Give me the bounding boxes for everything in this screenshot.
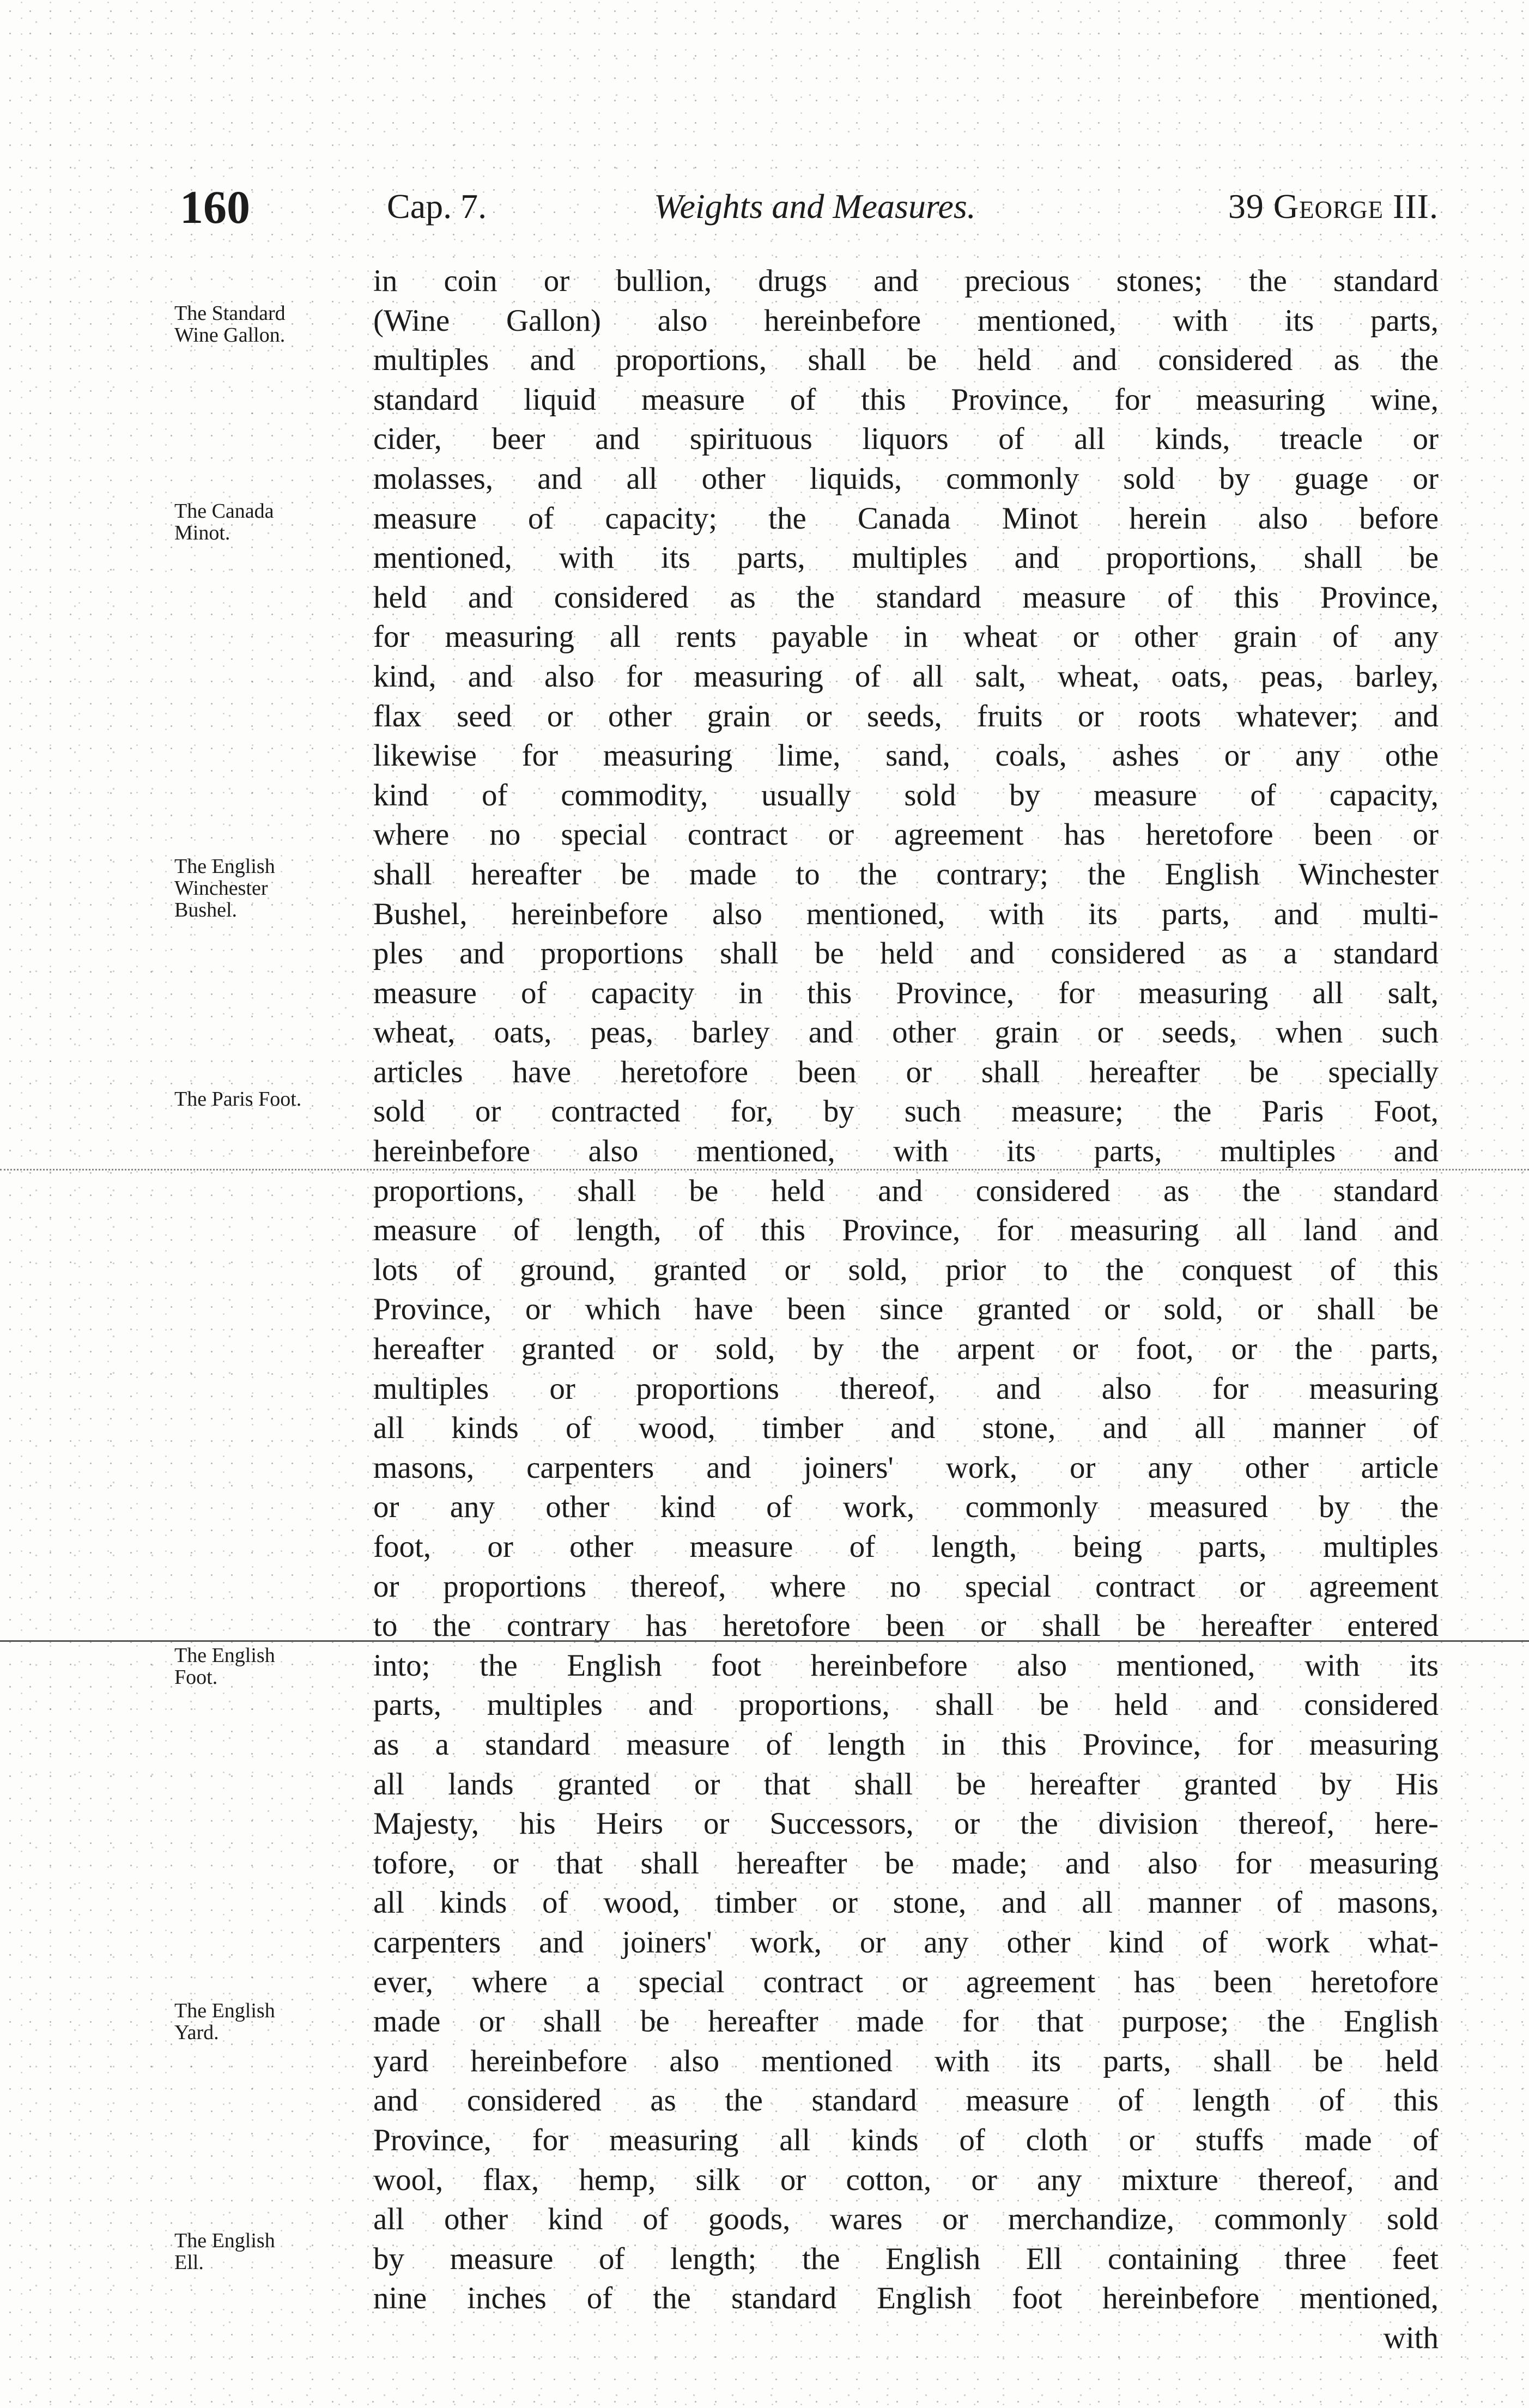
sidenote-standard-wine-gallon: The Standard Wine Gallon. (174, 302, 286, 347)
sidenote-canada-minot: The Canada Minot. (174, 500, 274, 544)
text-line: by measure of length; the English Ell containing three feet (373, 2241, 1439, 2276)
text-line: for measuring all rents payable in wheat or other grain of any (373, 620, 1439, 654)
text-line: all kinds of wood, timber or stone, and all manner of masons, (373, 1885, 1439, 1920)
sidenote-english-yard: The English Yard. (174, 1999, 275, 2044)
text-line: into; the English foot hereinbefore also mentioned, with its (373, 1648, 1439, 1683)
text-line: carpenters and joiners' work, or any other kind of work what- (373, 1925, 1439, 1960)
text-line: ever, where a special contract or agreement has been heretofore (373, 1964, 1439, 1999)
text-line: multiples and proportions, shall be held and considered as the (373, 343, 1439, 378)
text-line: yard hereinbefore also mentioned with its parts, shall be held (373, 2043, 1439, 2078)
text-line: in coin or bullion, drugs and precious stones; the standard (373, 264, 1439, 298)
text-line: where no special contract or agreement has heretofore been or (373, 817, 1439, 852)
text-line: shall hereafter be made to the contrary; the English Winchester (373, 857, 1439, 891)
text-line: measure of length, of this Province, for measuring all land and (373, 1213, 1439, 1248)
text-line: molasses, and all other liquids, commonly sold by guage or (373, 461, 1439, 496)
text-line: multiples or proportions thereof, and also for measuring (373, 1371, 1439, 1406)
text-line: nine inches of the standard English foot hereinbefore mentioned, (373, 2281, 1439, 2316)
text-line: masons, carpenters and joiners' work, or any other article (373, 1450, 1439, 1485)
text-line: ples and proportions shall be held and considered as a standard (373, 936, 1439, 971)
text-line: parts, multiples and proportions, shall be held and considered (373, 1688, 1439, 1722)
text-line: wool, flax, hemp, silk or cotton, or any mixture thereof, and (373, 2162, 1439, 2197)
text-line: measure of capacity; the Canada Minot herein also before (373, 501, 1439, 536)
text-line: lots of ground, granted or sold, prior to the conquest of this (373, 1252, 1439, 1287)
chapter-label: Cap. 7. (387, 187, 487, 226)
scan-crease-line (0, 1640, 1529, 1642)
text-line: likewise for measuring lime, sand, coals, ashes or any othe (373, 738, 1439, 773)
text-line: Majesty, his Heirs or Successors, or the division thereof, here- (373, 1806, 1439, 1841)
catchword: with (1383, 2320, 1439, 2355)
page-number: 160 (180, 181, 250, 233)
text-line: standard liquid measure of this Province, for measuring wine, (373, 382, 1439, 417)
sidenote-english-ell: The English Ell. (174, 2229, 275, 2274)
text-line: to the contrary has heretofore been or shall be hereafter entered (373, 1609, 1439, 1643)
text-line: Province, for measuring all kinds of cloth or stuffs made of (373, 2122, 1439, 2157)
text-line: as a standard measure of length in this Province, for measuring (373, 1727, 1439, 1762)
text-line: hereafter granted or sold, by the arpent or foot, or the parts, (373, 1332, 1439, 1367)
text-line: wheat, oats, peas, barley and other grain or seeds, when such (373, 1015, 1439, 1050)
text-line: all other kind of goods, wares or merchandize, commonly sold (373, 2202, 1439, 2237)
text-line: measure of capacity in this Province, for measuring all salt, (373, 975, 1439, 1010)
text-line: mentioned, with its parts, multiples and proportions, shall be (373, 541, 1439, 575)
text-line: Province, or which have been since granted or sold, or shall be (373, 1292, 1439, 1327)
text-line: all kinds of wood, timber and stone, and all manner of (373, 1411, 1439, 1446)
sidenote-english-foot: The English Foot. (174, 1644, 275, 1689)
text-line: or any other kind of work, commonly measured by the (373, 1490, 1439, 1525)
sidenote-paris-foot: The Paris Foot. (174, 1088, 302, 1111)
text-line: tofore, or that shall hereafter be made; and also for measuring (373, 1846, 1439, 1881)
text-line: kind, and also for measuring of all salt, wheat, oats, peas, barley, (373, 659, 1439, 694)
text-line: kind of commodity, usually sold by measure of capacity, (373, 778, 1439, 812)
text-line: all lands granted or that shall be hereafter granted by His (373, 1767, 1439, 1802)
text-line: (Wine Gallon) also hereinbefore mentioned, with its parts, (373, 303, 1439, 338)
text-line: proportions, shall be held and considered as the standard (373, 1173, 1439, 1208)
running-head (180, 180, 1439, 234)
text-line: made or shall be hereafter made for that purpose; the English (373, 2004, 1439, 2039)
sidenote-english-winchester-bushel: The English Winchester Bushel. (174, 855, 275, 921)
scan-fold-line (0, 1169, 1529, 1170)
text-line: cider, beer and spirituous liquors of all kinds, treacle or (373, 422, 1439, 457)
text-line: articles have heretofore been or shall hereafter be specially (373, 1054, 1439, 1089)
text-line: and considered as the standard measure of length of this (373, 2083, 1439, 2118)
text-line: or proportions thereof, where no special contract or agreement (373, 1569, 1439, 1604)
text-line: held and considered as the standard measure of this Province, (373, 580, 1439, 615)
text-line: Bushel, hereinbefore also mentioned, with its parts, and multi- (373, 896, 1439, 931)
text-line: hereinbefore also mentioned, with its parts, multiples and (373, 1134, 1439, 1169)
regnal-year: 39 George III. (1228, 187, 1439, 226)
body-text (373, 262, 1439, 2358)
text-line: sold or contracted for, by such measure; the Paris Foot, (373, 1094, 1439, 1129)
text-line: flax seed or other grain or seeds, fruits or roots whatever; and (373, 699, 1439, 733)
text-line: foot, or other measure of length, being parts, multiples (373, 1530, 1439, 1564)
page-title: Weights and Measures. (654, 187, 976, 226)
